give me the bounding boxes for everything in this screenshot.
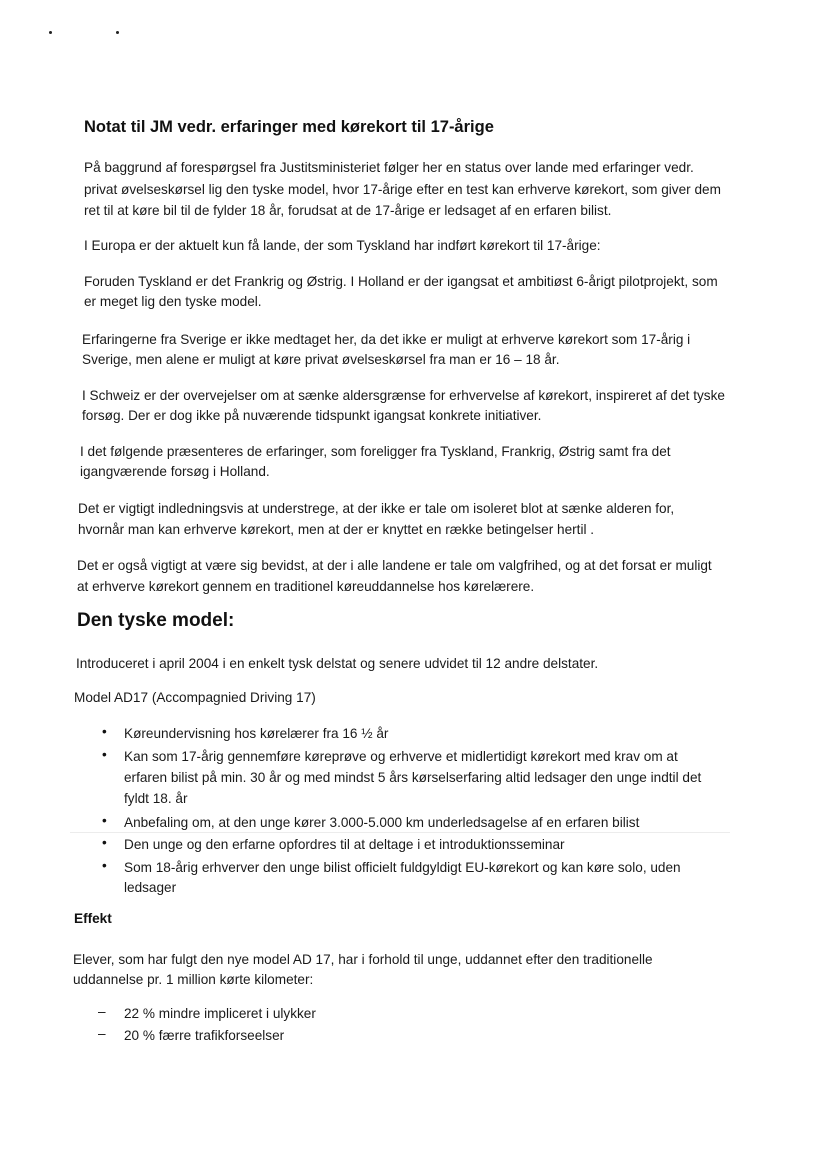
paragraph-line: privat øvelseskørsel lig den tyske model, hvor 17-årige efter en test kan erhverve kørekort, som giver dem: [84, 182, 721, 197]
scan-speck: [116, 31, 119, 34]
document-title: Notat til JM vedr. erfaringer med kørekort til 17-årige: [84, 118, 494, 136]
dash-marker: –: [98, 1026, 106, 1041]
dash-item: 20 % færre trafikforseelser: [124, 1028, 285, 1043]
list-item-cont: fyldt 18. år: [124, 791, 188, 806]
model-line: Model AD17 (Accompagnied Driving 17): [74, 690, 316, 705]
paragraph-line: forsøg. Der er dog ikke på nuværende tidspunkt igangsat konkrete initiativer.: [82, 408, 542, 423]
bullet-marker: •: [102, 813, 107, 828]
list-item-cont: erfaren bilist på min. 30 år og med mindst 5 års kørselserfaring altid ledsager den unge indtil det: [124, 770, 702, 785]
paragraph-line: Erfaringerne fra Sverige er ikke medtaget her, da det ikke er muligt at erhverve kørekort som 17-årig i: [82, 332, 691, 347]
list-item: Som 18-årig erhverver den unge bilist officielt fuldgyldigt EU-kørekort og kan køre solo, uden: [124, 860, 681, 875]
list-item-cont: ledsager: [124, 880, 177, 895]
paragraph-line: Sverige, men alene er muligt at køre privat øvelseskørsel fra man er 16 – 18 år.: [82, 352, 560, 367]
paragraph-line: I Europa er der aktuelt kun få lande, der som Tyskland har indført kørekort til 17-årige:: [84, 238, 601, 253]
paragraph-line: På baggrund af forespørgsel fra Justitsministeriet følger her en status over lande med erfaringer vedr.: [84, 160, 694, 175]
paragraph-line: Det er vigtigt indledningsvis at understrege, at der ikke er tale om isoleret blot at sænke alderen for,: [78, 501, 675, 516]
bullet-marker: •: [102, 858, 107, 873]
paragraph-line: Foruden Tyskland er det Frankrig og Østrig. I Holland er der igangsat et ambitiøst 6-årigt pilotprojekt, som: [84, 274, 718, 289]
dash-item: 22 % mindre impliceret i ulykker: [124, 1006, 316, 1021]
paragraph-line: ret til at køre bil til de fylder 18 år, forudsat at de 17-årige er ledsaget af en erfaren bilist.: [84, 203, 612, 218]
list-item: Den unge og den erfarne opfordres til at deltage i et introduktionsseminar: [124, 837, 565, 852]
paragraph-line: I det følgende præsenteres de erfaringer, som foreligger fra Tyskland, Frankrig, Østrig samt fra det: [80, 444, 671, 459]
paragraph-line: Introduceret i april 2004 i en enkelt tysk delstat og senere udvidet til 12 andre delstater.: [76, 656, 599, 671]
paragraph-line: uddannelse pr. 1 million kørte kilometer:: [73, 972, 314, 987]
scan-speck: [49, 31, 52, 34]
list-item: Anbefaling om, at den unge kører 3.000-5.000 km underledsagelse af en erfaren bilist: [124, 815, 640, 830]
dash-marker: –: [98, 1004, 106, 1019]
list-item: Køreundervisning hos kørelærer fra 16 ½ år: [124, 726, 389, 741]
paragraph-line: Det er også vigtigt at være sig bevidst, at der i alle landene er tale om valgfrihed, og at det forsat er muligt: [77, 558, 712, 573]
paragraph-line: hvornår man kan erhverve kørekort, men at der er knyttet en række betingelser hertil .: [78, 522, 595, 537]
bullet-marker: •: [102, 835, 107, 850]
scan-line: [70, 832, 730, 833]
paragraph-line: Elever, som har fulgt den nye model AD 17, har i forhold til unge, uddannet efter den traditionelle: [73, 952, 653, 967]
paragraph-line: igangværende forsøg i Holland.: [80, 464, 270, 479]
effekt-heading: Effekt: [74, 911, 112, 926]
paragraph-line: at erhverve kørekort gennem en traditionel køreuddannelse hos kørelærere.: [77, 579, 535, 594]
section-heading: Den tyske model:: [77, 610, 235, 631]
list-item: Kan som 17-årig gennemføre køreprøve og erhverve et midlertidigt kørekort med krav om at: [124, 749, 678, 764]
paragraph-line: er meget lig den tyske model.: [84, 294, 262, 309]
bullet-marker: •: [102, 747, 107, 762]
paragraph-line: I Schweiz er der overvejelser om at sænke aldersgrænse for erhvervelse af kørekort, inspireret af det tyske: [82, 388, 725, 403]
bullet-marker: •: [102, 724, 107, 739]
